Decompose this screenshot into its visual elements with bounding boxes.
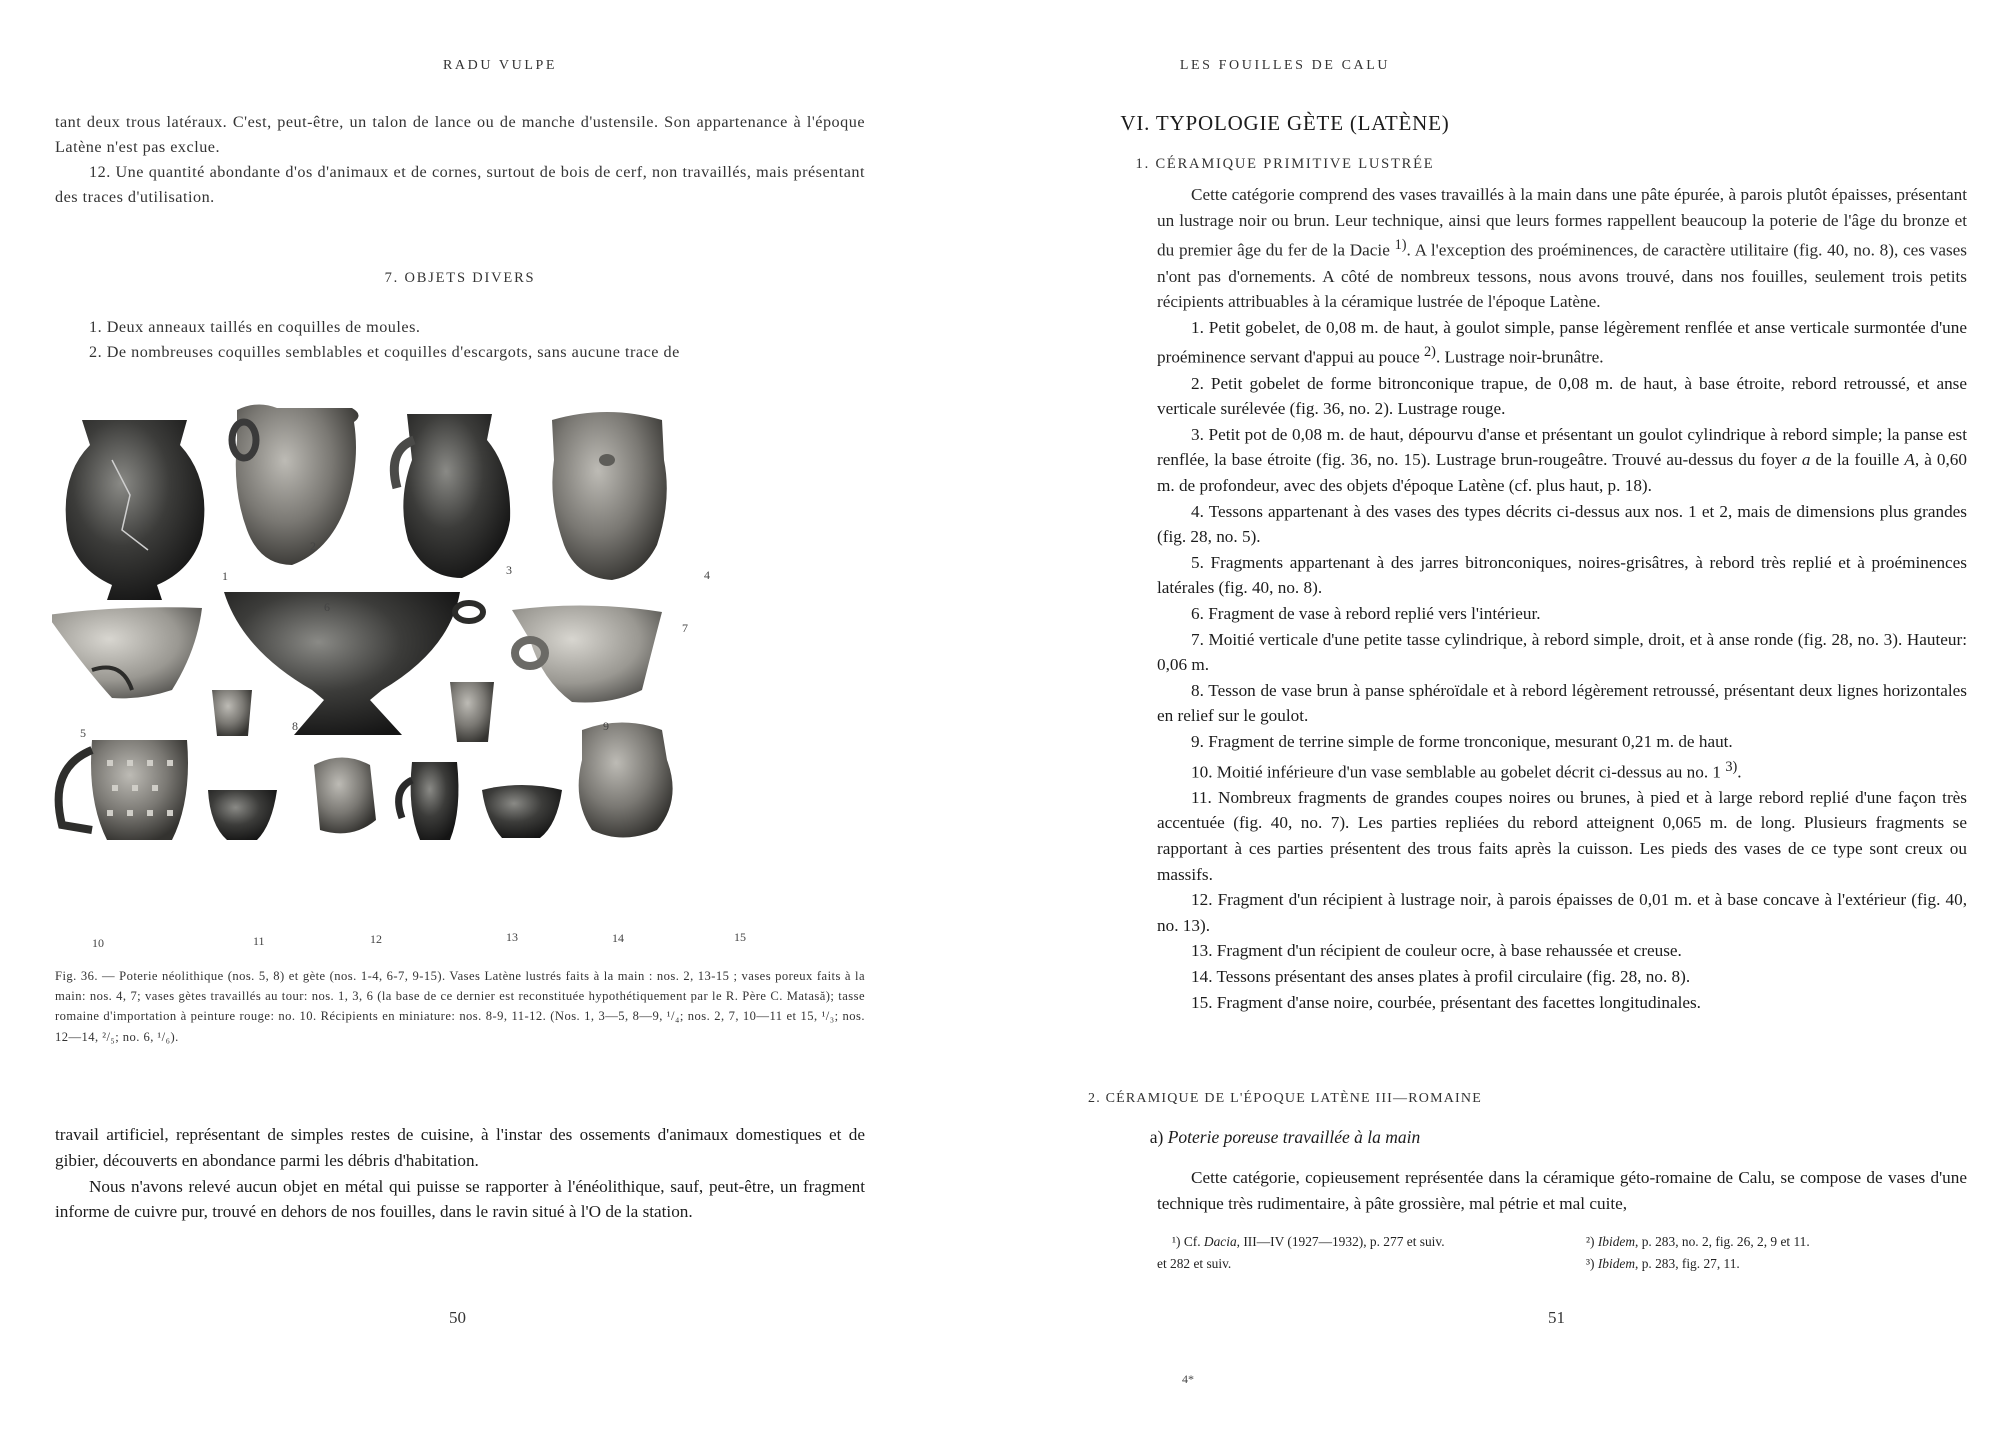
vase-12 (314, 758, 376, 834)
paragraph: Cette catégorie, copieusement représentée dans la céramique géto-romaine de Calu, se compose de vases d'une technique très rudimentaire, à pâte grossière, mal pétrie et mal cuite, (1157, 1168, 1967, 1213)
footnote-1-continued (1157, 1254, 1537, 1274)
subsection-heading: a) Poterie poreuse travaillée à la main (1149, 1127, 1421, 1147)
footnote-1 (1172, 1232, 1552, 1252)
paragraph: Nous n'avons relevé aucun objet en métal qui puisse se rapporter à l'énéolithique, sauf, peut-être, un fragment informe de cuivre pur, trouvé en dehors de nos fouilles, dans le ravin situé à l'O de la station. (55, 1176, 865, 1222)
page-number: 50 (449, 1308, 466, 1327)
plate-number: 3 (506, 563, 512, 577)
vase-8 (212, 690, 252, 736)
footnote: ¹) Cf. Dacia, III—IV (1927—1932), p. 277 et suiv. (1172, 1234, 1445, 1249)
list-item: 4. Tessons appartenant à des vases des types décrits ci-dessus aux nos. 1 et 2, mais de dimensions plus grandes (fig. 28, no. 5). (1157, 501, 1967, 547)
plate-number: 9 (603, 719, 609, 733)
list-item: 12. Fragment d'un récipient à lustrage noir, à parois épaisses de 0,01 m. et à base concave à l'extérieur (fig. 40, no. 13). (1157, 890, 1967, 935)
paragraph: 12. Une quantité abondante d'os d'animaux et de cornes, surtout de bois de cerf, non travaillés, mais présentant des traces d'utilisation. (55, 163, 865, 206)
vase-14 (482, 785, 562, 838)
pottery-plate (52, 400, 942, 960)
plate-number: 15 (734, 930, 746, 944)
section-heading: 1. CÉRAMIQUE PRIMITIVE LUSTRÉE (1135, 156, 1435, 172)
paragraph: tant deux trous latéraux. C'est, peut-être, un talon de lance ou de manche d'ustensile. Son appartenance à l'époque Latène n'est pas exclue. (55, 113, 865, 156)
footnote: et 282 et suiv. (1157, 1256, 1232, 1271)
list-item: 2. Petit gobelet de forme bitronconique trapue, de 0,08 m. de haut, à base étroite, rebord retroussé, et anse verticale surélevée (fig. 36, no. 2). Lustrage rouge. (1157, 373, 1967, 419)
figure-caption (55, 966, 865, 1047)
section2-text (1157, 1165, 1967, 1216)
vase-6 (224, 592, 483, 735)
vase-1 (66, 420, 205, 600)
paragraph: Cette catégorie comprend des vases travaillés à la main dans une pâte épurée, à parois plutôt épaisses, présentant un lustrage noir ou brun. Leur technique, ainsi que leurs formes rappellent beaucoup la poterie de l'âge du bronze et du premier âge du fer de la Dacie $^{1)}$. A l'exception des proéminences, de caractère utilitaire (fig. 40, no. 8), ces vases n'ont pas d'ornements. A côté de nombreux tessons, nous avons trouvé, dans nos fouilles, seulement trois petits récipients attribuables à la céramique lustrée de l'époque Latène. (1157, 185, 1967, 312)
vase-7 (512, 605, 662, 702)
plate-number: 4 (704, 568, 710, 582)
plate-number: 5 (80, 726, 86, 740)
main-text (55, 1122, 865, 1225)
list-item: 5. Fragments appartenant à des jarres bitronconiques, noires-grisâtres, à rebord très replié et à proéminences latérales (fig. 40, no. 8). (1157, 552, 1967, 598)
objets-list (55, 315, 865, 365)
list-item: 3. Petit pot de 0,08 m. de haut, dépourvu d'anse et présentant un goulot cylindrique à rebord simple; la panse est renflée, la base étroite (fig. 36, no. 15). Lustrage brun-rougeâtre. Trouvé au-dessus du foyer a de la fouille A, à 0,60 m. de profondeur, avec des objets d'époque Latène (cf. plus haut, p. 18). (1157, 424, 1967, 495)
plate-number: 14 (612, 931, 624, 945)
list-item: 2. De nombreuses coquilles semblables et coquilles d'escargots, sans aucune trace de (89, 343, 680, 361)
plate-number: 12 (370, 932, 382, 946)
vase-9 (450, 682, 494, 742)
plate-number: 2 (310, 539, 316, 553)
vase-10 (59, 740, 188, 840)
right-page (1000, 0, 2000, 1429)
plate-number: 11 (253, 934, 265, 948)
chapter-title: VI. TYPOLOGIE GÈTE (LATÈNE) (1120, 111, 1450, 135)
list-item: 14. Tessons présentant des anses plates à profil circulaire (fig. 28, no. 8). (1191, 967, 1691, 987)
list-item: 7. Moitié verticale d'une petite tasse cylindrique, à rebord simple, droit, et à anse ronde (fig. 28, no. 3). Hauteur: 0,06 m. (1157, 629, 1967, 675)
list-item: 9. Fragment de terrine simple de forme tronconique, mesurant 0,21 m. de haut. (1191, 731, 1733, 751)
plate-number: 1 (222, 569, 228, 583)
section-heading: 2. CÉRAMIQUE DE L'ÉPOQUE LATÈNE III—ROMAINE (1088, 1091, 1482, 1106)
page-number: 51 (1548, 1308, 1565, 1327)
footnote: ²) Ibidem, p. 283, no. 2, fig. 26, 2, 9 et 11. (1586, 1234, 1810, 1249)
caption-text: Fig. 36. — Poterie néolithique (nos. 5, 8) et gète (nos. 1-4, 6-7, 9-15). Vases Latène lustrés faits à la main : nos. 2, 13-15 ; vases poreux faits à la main: nos. 4, 7; vases gètes travaillés au tour: nos. 1, 3, 6 (la base de ce dernier est reconstituée hypothétiquement par le R. Père C. Matasă); tasse romaine d'importation à peinture rouge: no. 10. Récipients en miniature: nos. 8-9, 11-12. (Nos. 1, 3—5, 8—9, ¹/₄; nos. 2, 7, 10—11 et 15, ¹/₃; nos. 12—14, ²/₅; no. 6, ¹/₆). (55, 969, 865, 1044)
vase-3 (394, 414, 510, 578)
section1-text (1157, 182, 1967, 1015)
plate-number: 8 (292, 719, 298, 733)
list-item: 15. Fragment d'anse noire, courbée, présentant des facettes longitudinales. (1191, 992, 1701, 1012)
section-heading: 7. OBJETS DIVERS (384, 270, 536, 286)
paragraph: travail artificiel, représentant de simples restes de cuisine, à l'instar des ossements d'animaux domestiques et de gibier, découverts en abondance parmi les débris d'habitation. (55, 1125, 865, 1170)
plate-number: 6 (324, 600, 330, 614)
list-item: 10. Moitié inférieure d'un vase semblable au gobelet décrit ci-dessus au no. 1 $^{3)}$. (1191, 758, 1742, 782)
list-item: 1. Deux anneaux taillés en coquilles de moules. (89, 318, 421, 336)
running-head: LES FOUILLES DE CALU (1179, 58, 1391, 73)
vase-4 (552, 412, 667, 580)
vase-15 (579, 723, 673, 838)
signature-mark: 4* (1182, 1372, 1194, 1386)
list-item: 11. Nombreux fragments de grandes coupes noires ou brunes, à pied et à large rebord replié d'une façon très accentuée (fig. 40, no. 7). Les parties repliées du rebord atteignent 0,065 m. de long. Plusieurs fragments se rapportant à ces parties présentent des trous faits après la cuisson. Les pieds des vases de ce type sont creux ou massifs. (1157, 787, 1967, 884)
list-item: 13. Fragment d'un récipient de couleur ocre, à base rehaussée et creuse. (1191, 941, 1682, 961)
footnotes-2-3 (1586, 1232, 1966, 1274)
list-item: 6. Fragment de vase à rebord replié vers l'intérieur. (1191, 603, 1541, 623)
plate-number: 7 (682, 621, 688, 635)
plate-number: 13 (506, 930, 518, 944)
list-item: 8. Tesson de vase brun à panse sphéroïdale et à rebord légèrement retroussé, présentant deux lignes horizontales en relief sur le goulot. (1157, 680, 1967, 726)
vase-5 (52, 607, 202, 698)
vase-11 (208, 790, 277, 840)
list-item: 1. Petit gobelet, de 0,08 m. de haut, à goulot simple, panse légèrement renflée et anse verticale surmontée d'une proéminence servant d'appui au pouce $^{2)}$. Lustrage noir-brunâtre. (1157, 317, 1967, 368)
footnote: ³) Ibidem, p. 283, fig. 27, 11. (1586, 1256, 1740, 1271)
continuation-text (55, 110, 865, 210)
running-head: RADU VULPE (442, 58, 558, 73)
plate-number: 10 (92, 936, 104, 950)
vase-2 (232, 404, 359, 565)
vase-13 (399, 762, 459, 840)
